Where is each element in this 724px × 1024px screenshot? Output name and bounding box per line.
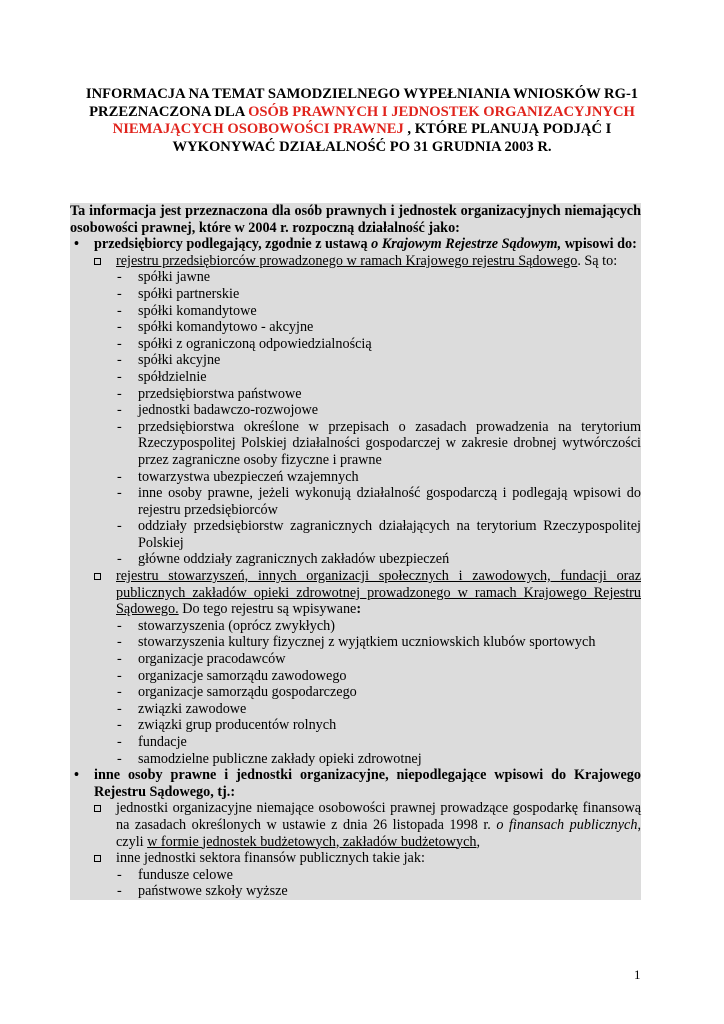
dash-icon: - xyxy=(117,368,122,385)
associations-register-tail: Do tego rejestru są wpisywane xyxy=(178,601,357,618)
dash-icon: - xyxy=(117,402,122,419)
list-item-text: oddziały przedsiębiorstw zagranicznych działających na terytorium Rzeczypospolitej Polskiej xyxy=(138,518,641,551)
dash-icon: - xyxy=(117,385,122,402)
budget-units-link: w formie jednostek budżetowych, zakładów budżetowych xyxy=(147,833,477,850)
list-item-text: inne osoby prawne, jeżeli wykonują działalność gospodarczą i podlegają wpisowi do rejestru przedsiębiorców xyxy=(138,485,641,518)
checkbox-square-icon xyxy=(94,855,101,862)
list-item-text: towarzystwa ubezpieczeń wzajemnych xyxy=(138,468,359,485)
dash-icon: - xyxy=(117,617,122,634)
list-item xyxy=(70,551,641,568)
dash-icon: - xyxy=(117,352,122,369)
bullet-icon: • xyxy=(74,236,79,253)
dash-icon: - xyxy=(117,700,122,717)
subitem-budget-units xyxy=(70,800,641,850)
associations-register-colon: : xyxy=(356,601,362,618)
checkbox-square-icon xyxy=(94,573,101,580)
public-finance-list xyxy=(70,867,641,900)
dash-icon: - xyxy=(117,302,122,319)
list-item-text: spółki akcyjne xyxy=(138,352,221,369)
list-item xyxy=(70,369,641,386)
list-item-text: państwowe szkoły wyższe xyxy=(138,883,288,900)
list-item xyxy=(70,867,641,884)
list-item xyxy=(70,883,641,900)
bullet-entrepreneurs-post: wpisowi do: xyxy=(561,236,637,253)
budget-units-pre: jednostki organizacyjne niemające osobowości prawnej prowadzące gospodarkę finansową na zasadach określonych w ustawie z dnia 26 listopada 1998 r. xyxy=(116,800,641,833)
list-item-text: przedsiębiorstwa państwowe xyxy=(138,385,302,402)
list-item-text: fundusze celowe xyxy=(138,866,233,883)
associations-list xyxy=(70,618,641,767)
budget-units-act: o finansach publicznych xyxy=(496,816,638,833)
page-number: 1 xyxy=(634,967,641,982)
list-item-text: spółki jawne xyxy=(138,269,211,286)
dash-icon: - xyxy=(117,717,122,734)
budget-units-mid: , czyli xyxy=(116,816,641,850)
list-item-text: stowarzyszenia kultury fizycznej z wyjątkiem uczniowskich klubów sportowych xyxy=(138,634,596,651)
checkbox-square-icon xyxy=(94,258,101,265)
list-item xyxy=(70,668,641,685)
list-item-text: organizacje pracodawców xyxy=(138,651,286,668)
entrepreneurs-register-tail: . Są to: xyxy=(577,252,618,269)
title-part-2: , KTÓRE PLANUJĄ PODJĄĆ I WYKONYWAĆ DZIAŁALNOŚĆ PO 31 GRUDNIA 2003 R. xyxy=(172,121,612,155)
bullet-icon: • xyxy=(74,767,79,784)
list-item xyxy=(70,402,641,419)
dash-icon: - xyxy=(117,418,122,435)
list-item xyxy=(70,518,641,551)
bullet-other-entities xyxy=(70,767,641,800)
list-item xyxy=(70,336,641,353)
budget-units-post: , xyxy=(476,833,481,850)
entrepreneurs-list xyxy=(70,269,641,568)
dash-icon: - xyxy=(117,269,122,286)
list-item xyxy=(70,751,641,768)
list-item-text: organizacje samorządu zawodowego xyxy=(138,667,347,684)
dash-icon: - xyxy=(117,651,122,668)
list-item xyxy=(70,386,641,403)
list-item-text: organizacje samorządu gospodarczego xyxy=(138,684,357,701)
list-item xyxy=(70,469,641,486)
list-item-text: spółki komandytowe xyxy=(138,302,257,319)
dash-icon: - xyxy=(117,551,122,568)
dash-icon: - xyxy=(117,883,122,900)
dash-icon: - xyxy=(117,518,122,535)
dash-icon: - xyxy=(117,734,122,750)
bullet-entrepreneurs-pre: przedsiębiorcy podlegający, zgodnie z ustawą xyxy=(94,236,372,253)
list-item-text: samodzielne publiczne zakłady opieki zdrowotnej xyxy=(138,750,422,767)
list-item xyxy=(70,734,641,751)
associations-register-link: rejestru stowarzyszeń, innych organizacji społecznych i zawodowych, fundacji oraz publicznych zakładów opieki zdrowotnej prowadzonego w ramach Krajowego Rejestru Sądowego. xyxy=(116,568,641,618)
list-item xyxy=(70,303,641,320)
list-item-text: stowarzyszenia (oprócz zwykłych) xyxy=(138,617,335,634)
subitem-entrepreneurs-register xyxy=(70,253,641,270)
list-item xyxy=(70,286,641,303)
dash-icon: - xyxy=(117,684,122,701)
list-item xyxy=(70,319,641,336)
subitem-public-finance-units xyxy=(70,850,641,867)
list-item xyxy=(70,717,641,734)
list-item xyxy=(70,352,641,369)
list-item xyxy=(70,419,641,469)
subitem-associations-register xyxy=(70,568,641,618)
list-item-text: spółki partnerskie xyxy=(138,285,240,302)
list-item-text: fundacje xyxy=(138,734,187,750)
bullet-other-entities-text: inne osoby prawne i jednostki organizacyjne, niepodlegające wpisowi do Krajowego Rejestru Sądowego, tj.: xyxy=(94,767,641,800)
list-item-text: spółki komandytowo - akcyjne xyxy=(138,319,314,336)
public-finance-units-text: inne jednostki sektora finansów publicznych takie jak: xyxy=(116,850,425,867)
dash-icon: - xyxy=(117,335,122,352)
list-item-text: związki grup producentów rolnych xyxy=(138,717,337,734)
intro-paragraph: Ta informacja jest przeznaczona dla osób prawnych i jednostek organizacyjnych niemających osobowości prawnej, które w 2004 r. rozpoczną działalność jako: xyxy=(70,203,641,236)
bullet-entrepreneurs-act: o Krajowym Rejestrze Sądowym, xyxy=(371,236,562,253)
dash-icon: - xyxy=(117,866,122,883)
dash-icon: - xyxy=(117,634,122,651)
list-item-text: główne oddziały zagranicznych zakładów ubezpieczeń xyxy=(138,551,450,568)
list-item xyxy=(70,618,641,635)
list-item-text: spółki z ograniczoną odpowiedzialnością xyxy=(138,335,372,352)
list-item xyxy=(70,269,641,286)
title-part-1: INFORMACJA NA TEMAT SAMODZIELNEGO WYPEŁNIANIA WNIOSKÓW RG-1 PRZEZNACZONA DLA xyxy=(85,86,639,120)
dash-icon: - xyxy=(117,667,122,684)
dash-icon: - xyxy=(117,285,122,302)
list-item xyxy=(70,651,641,668)
list-item-text: jednostki badawczo-rozwojowe xyxy=(138,402,319,419)
document-body xyxy=(70,203,641,900)
list-item xyxy=(70,684,641,701)
list-item-text: związki zawodowe xyxy=(138,700,247,717)
list-item-text: przedsiębiorstwa określone w przepisach o zasadach prowadzenia na terytorium Rzeczypospolitej Polskiej działalności gospodarczej w zakresie drobnej wytwórczości przez zagraniczne osoby fizyczne i prawne xyxy=(138,418,641,468)
title-highlight: OSÓB PRAWNYCH I JEDNOSTEK ORGANIZACYJNYCH NIEMAJĄCYCH OSOBOWOŚCI PRAWNEJ xyxy=(112,103,635,138)
dash-icon: - xyxy=(117,750,122,767)
list-item xyxy=(70,634,641,651)
document-title xyxy=(60,86,664,156)
dash-icon: - xyxy=(117,468,122,485)
bullet-entrepreneurs xyxy=(70,236,641,253)
list-item-text: spółdzielnie xyxy=(138,368,207,385)
dash-icon: - xyxy=(117,485,122,502)
list-item xyxy=(70,701,641,718)
checkbox-square-icon xyxy=(94,805,101,812)
list-item xyxy=(70,485,641,518)
entrepreneurs-register-link: rejestru przedsiębiorców prowadzonego w ramach Krajowego rejestru Sądowego xyxy=(116,252,578,269)
dash-icon: - xyxy=(117,319,122,336)
